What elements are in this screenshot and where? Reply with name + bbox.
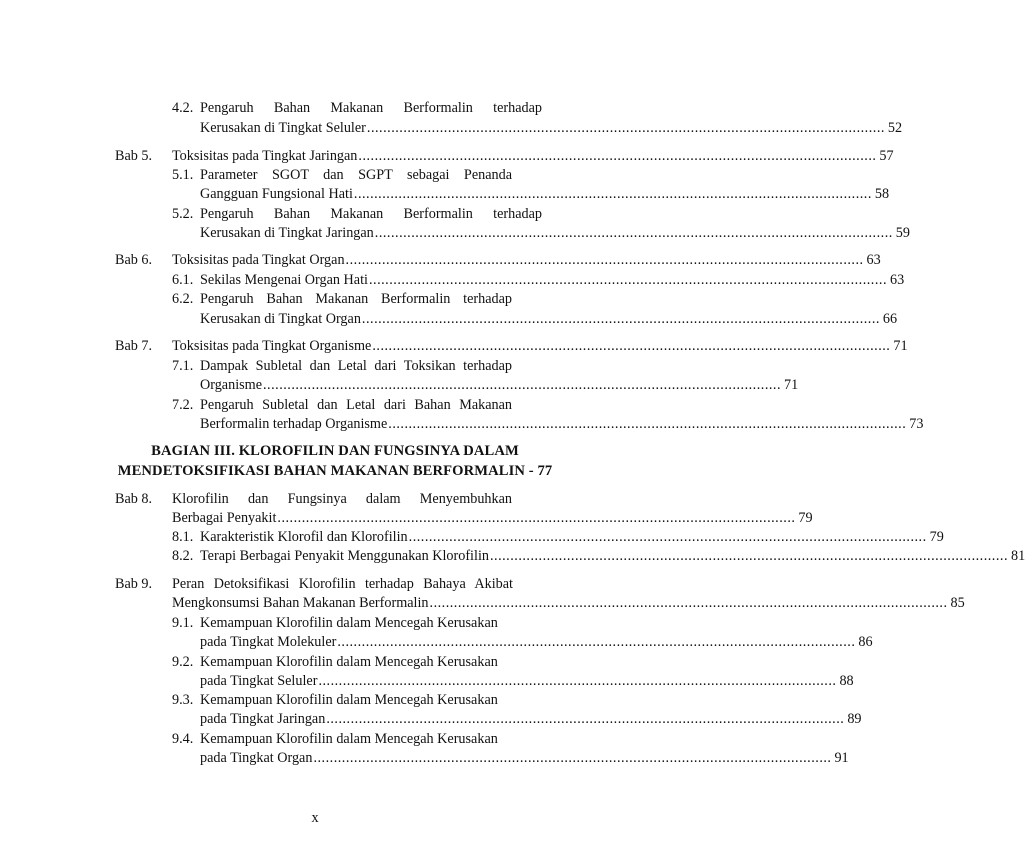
dot-leader: ................................................................................................................................ <box>408 529 927 545</box>
toc-entry-title[interactable]: Parameter SGOT dan SGPT sebagai Penanda <box>200 167 512 183</box>
toc-number: 7.2. <box>172 397 194 413</box>
toc-page-number: 66 <box>882 311 898 327</box>
toc-entry-title[interactable]: Kemampuan Klorofilin dalam Mencegah Kerusakan <box>200 654 498 670</box>
toc-chapter-title: Toksisitas pada Tingkat Organ <box>172 252 345 268</box>
toc-entry-title: Kerusakan di Tingkat Seluler <box>200 120 366 136</box>
toc-page-number: 63 <box>866 252 881 268</box>
toc-entry-title: Gangguan Fungsional Hati <box>200 186 353 202</box>
dot-leader: ................................................................................................................................ <box>277 510 796 526</box>
toc-chapter-title: Toksisitas pada Tingkat Organisme <box>172 338 372 354</box>
chapter-label: Bab 6. <box>115 252 153 268</box>
toc-entry-title: pada Tingkat Organ <box>200 750 313 766</box>
chapter-label: Bab 7. <box>115 338 153 354</box>
toc-chapter-title: Toksisitas pada Tingkat Jaringan <box>172 148 358 164</box>
toc-page-number: 63 <box>889 272 905 288</box>
toc-entry-7-2[interactable] <box>200 414 924 434</box>
toc-entry-title[interactable]: Kemampuan Klorofilin dalam Mencegah Kerusakan <box>200 692 498 708</box>
toc-number: 6.2. <box>172 291 194 307</box>
toc-chapter-title[interactable]: Klorofilin dan Fungsinya dalam Menyembuhkan <box>172 491 512 507</box>
chapter-label: Bab 8. <box>115 491 153 507</box>
toc-entry-title: Sekilas Mengenai Organ Hati <box>200 272 368 288</box>
toc-number: 5.2. <box>172 206 194 222</box>
toc-number: 7.1. <box>172 358 194 374</box>
dot-leader: ................................................................................................................................ <box>313 750 832 766</box>
toc-entry-title: Berformalin terhadap Organisme <box>200 416 388 432</box>
toc-entry-title: Kerusakan di Tingkat Jaringan <box>200 225 374 241</box>
toc-number: 9.1. <box>172 615 194 631</box>
toc-entry-title: pada Tingkat Seluler <box>200 673 318 689</box>
dot-leader: ................................................................................................................................ <box>337 634 856 650</box>
toc-number: 9.4. <box>172 731 194 747</box>
toc-entry-9-4[interactable] <box>200 748 849 768</box>
dot-leader: ................................................................................................................................ <box>374 225 893 241</box>
page-number: x <box>311 810 319 826</box>
dot-leader: ................................................................................................................................ <box>372 338 891 354</box>
toc-entry-title[interactable]: Pengaruh Bahan Makanan Berformalin terhadap <box>200 206 542 222</box>
toc-page-number: 91 <box>834 750 849 766</box>
toc-entry-8-1[interactable] <box>200 527 944 547</box>
toc-number: 8.2. <box>172 548 194 564</box>
toc-page-number: 52 <box>887 120 903 136</box>
dot-leader: ................................................................................................................................ <box>489 548 1008 564</box>
toc-entry-title: Terapi Berbagai Penyakit Menggunakan Klorofilin <box>200 548 489 564</box>
toc-entry-6-1[interactable] <box>200 270 905 290</box>
toc-page-number: 58 <box>874 186 890 202</box>
toc-entry-6-2[interactable] <box>200 309 898 329</box>
toc-chapter-title: Mengkonsumsi Bahan Makanan Berformalin <box>172 595 429 611</box>
dot-leader: ................................................................................................................................ <box>368 272 887 288</box>
toc-entry-title: pada Tingkat Jaringan <box>200 711 326 727</box>
toc-chapter-7[interactable] <box>172 336 908 356</box>
toc-chapter-title[interactable]: Peran Detoksifikasi Klorofilin terhadap Bahaya Akibat <box>172 576 513 592</box>
dot-leader: ................................................................................................................................ <box>358 148 877 164</box>
toc-entry-title: pada Tingkat Molekuler <box>200 634 337 650</box>
toc-page-number: 81 <box>1010 548 1025 564</box>
toc-page-number: 59 <box>895 225 910 241</box>
toc-entry-title[interactable]: Kemampuan Klorofilin dalam Mencegah Kerusakan <box>200 731 498 747</box>
dot-leader: ................................................................................................................................ <box>388 416 907 432</box>
toc-page-number: 71 <box>893 338 908 354</box>
toc-page-number: 88 <box>839 673 854 689</box>
dot-leader: ................................................................................................................................ <box>345 252 864 268</box>
chapter-label: Bab 9. <box>115 576 153 592</box>
toc-entry-title[interactable]: Pengaruh Bahan Makanan Berformalin terhadap <box>200 291 512 307</box>
dot-leader: ................................................................................................................................ <box>361 311 880 327</box>
toc-page-number: 89 <box>847 711 862 727</box>
toc-chapter-6[interactable] <box>172 250 881 270</box>
toc-page-number: 73 <box>909 416 924 432</box>
toc-page-number: 79 <box>798 510 813 526</box>
toc-number: 9.3. <box>172 692 194 708</box>
dot-leader: ................................................................................................................................ <box>353 186 872 202</box>
toc-number: 9.2. <box>172 654 194 670</box>
toc-chapter-title: Berbagai Penyakit <box>172 510 277 526</box>
toc-page-number: 85 <box>950 595 965 611</box>
toc-entry-7-1[interactable] <box>200 375 799 395</box>
toc-entry-title[interactable]: Kemampuan Klorofilin dalam Mencegah Kerusakan <box>200 615 498 631</box>
toc-page-number: 79 <box>929 529 944 545</box>
dot-leader: ................................................................................................................................ <box>263 377 781 393</box>
toc-entry-title: Kerusakan di Tingkat Organ <box>200 311 361 327</box>
toc-page-number: 57 <box>879 148 894 164</box>
toc-number: 4.2. <box>172 100 194 116</box>
toc-entry-title: Organisme <box>200 377 262 393</box>
toc-entry-title[interactable]: Pengaruh Bahan Makanan Berformalin terhadap <box>200 100 542 116</box>
toc-chapter-5[interactable] <box>172 146 894 166</box>
toc-entry-9-2[interactable] <box>200 671 854 691</box>
toc-chapter-9[interactable] <box>172 593 965 613</box>
toc-number: 6.1. <box>172 272 194 288</box>
part-heading-line-2[interactable]: MENDETOKSIFIKASI BAHAN MAKANAN BERFORMALIN - 77 <box>117 463 553 479</box>
dot-leader: ................................................................................................................................ <box>429 595 948 611</box>
part-heading-line-1[interactable]: BAGIAN III. KLOROFILIN DAN FUNGSINYA DALAM <box>151 443 519 459</box>
toc-chapter-8[interactable] <box>172 508 813 528</box>
chapter-label: Bab 5. <box>115 148 153 164</box>
toc-number: 8.1. <box>172 529 194 545</box>
toc-entry-5-2[interactable] <box>200 223 910 243</box>
toc-entry-4-2[interactable] <box>200 118 903 138</box>
toc-entry-title[interactable]: Dampak Subletal dan Letal dari Toksikan terhadap <box>200 358 512 374</box>
dot-leader: ................................................................................................................................ <box>326 711 845 727</box>
toc-page-number: 86 <box>858 634 873 650</box>
dot-leader: ................................................................................................................................ <box>366 120 885 136</box>
dot-leader: ................................................................................................................................ <box>318 673 837 689</box>
toc-entry-title[interactable]: Pengaruh Subletal dan Letal dari Bahan Makanan <box>200 397 512 413</box>
toc-page-number: 71 <box>784 377 799 393</box>
toc-entry-5-1[interactable] <box>200 184 890 204</box>
toc-entry-9-1[interactable] <box>200 632 873 652</box>
toc-number: 5.1. <box>172 167 194 183</box>
toc-entry-9-3[interactable] <box>200 709 862 729</box>
toc-entry-8-2[interactable] <box>200 546 1025 566</box>
toc-entry-title: Karakteristik Klorofil dan Klorofilin <box>200 529 408 545</box>
